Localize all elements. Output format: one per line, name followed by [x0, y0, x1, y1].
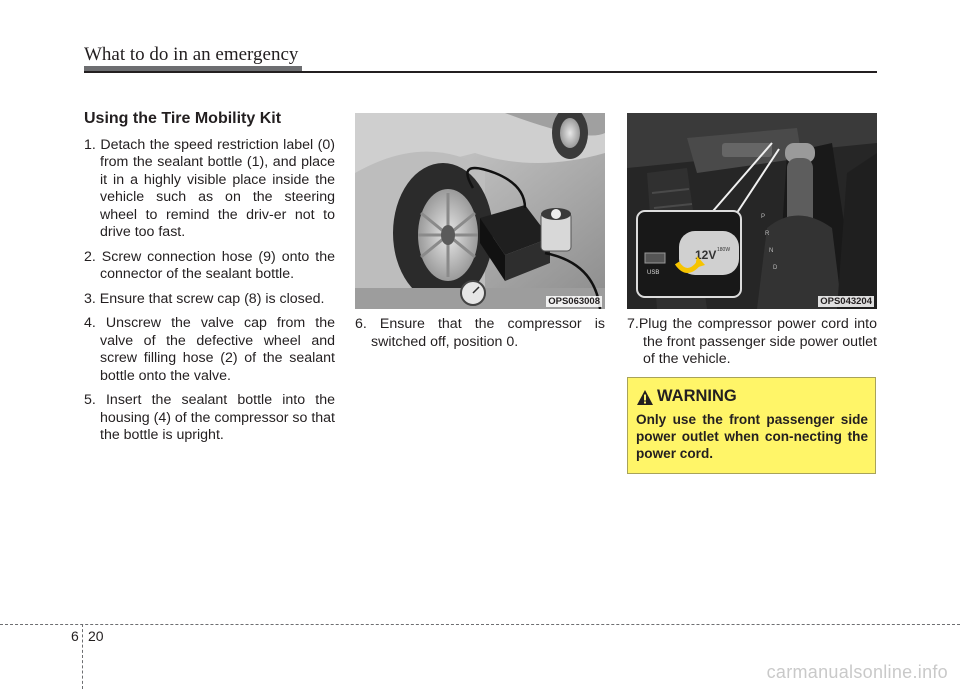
step-item: 2. Screw connection hose (9) onto the connector of the sealant bottle.: [84, 248, 335, 282]
outlet-rating-label: 180W: [717, 247, 731, 253]
figure-code: OPS063008: [548, 296, 600, 307]
compressor-illustration: [355, 113, 605, 309]
usb-label: USB: [647, 270, 660, 276]
step-item: 4. Unscrew the valve cap from the valve of the defective wheel and screw filling hose (2) of the sealant bottle onto the valve.: [84, 315, 335, 384]
footer-divider: [82, 624, 83, 689]
step-item: 7.Plug the compressor power cord into the front passenger side power outlet of the vehicle.: [627, 316, 877, 367]
watermark: carmanualsonline.info: [766, 662, 948, 682]
power-outlet-photo: [627, 113, 877, 309]
step-item: 6. Ensure that the compressor is switched off, position 0.: [355, 316, 605, 350]
warning-body: Only use the front passenger side power outlet when con-necting the power cord.: [636, 412, 868, 461]
section-heading: Using the Tire Mobility Kit: [84, 110, 282, 127]
power-outlet-illustration: [627, 113, 877, 309]
step-item: 1. Detach the speed restriction label (0) from the sealant bottle (1), and place it in a highly visible place inside the vehicle such as on the steering wheel to remind the driv-er not to drive too fast.: [84, 136, 335, 240]
step-item: 3. Ensure that screw cap (8) is closed.: [84, 290, 325, 307]
footer-rule: [0, 624, 960, 625]
warning-triangle-icon: [637, 390, 653, 405]
svg-text:P: P: [761, 214, 766, 220]
step-item: 5. Insert the sealant bottle into the housing (4) of the compressor so that the bottle is upright.: [84, 392, 336, 443]
svg-text:N: N: [769, 248, 774, 254]
svg-text:D: D: [773, 265, 778, 271]
steps-list: [84, 137, 335, 445]
header-rule: [84, 71, 877, 73]
warning-box: [627, 377, 876, 474]
svg-text:R: R: [765, 231, 770, 237]
compressor-photo: [355, 113, 605, 309]
instructions-column: [84, 110, 335, 452]
chapter-number: 6: [71, 628, 79, 644]
figure-code: OPS043204: [820, 296, 872, 307]
warning-title: WARNING: [657, 387, 737, 405]
header-title: What to do in an emergency: [84, 44, 299, 65]
page-number: 20: [88, 628, 104, 644]
outlet-voltage-label: 12V: [695, 248, 717, 262]
